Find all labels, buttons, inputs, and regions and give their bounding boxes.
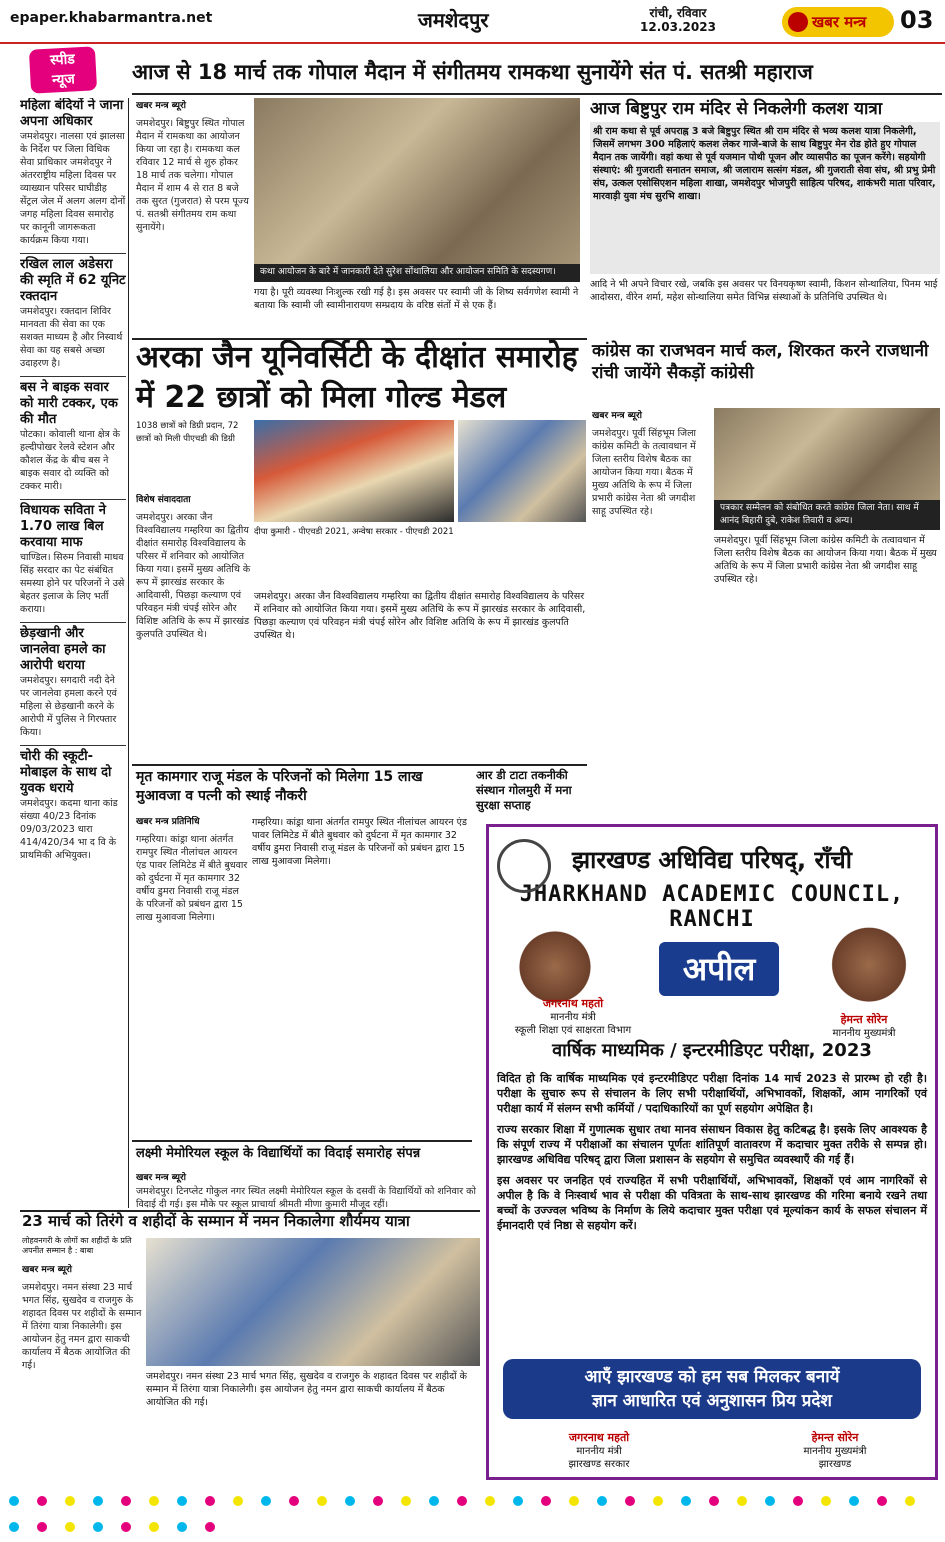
page-number: 03 (900, 6, 934, 34)
registration-dot (93, 1522, 103, 1532)
divider (128, 98, 129, 1208)
registration-dot (569, 1496, 579, 1506)
registration-dot (261, 1496, 271, 1506)
lakshmi-body: खबर मन्त्र ब्यूरो जमशेदपुर। टिनप्लेट गोकुल नगर स्थित लक्ष्मी मेमोरियल स्कूल के दसवीं के विद्यार्थियों को शनिवार को विदाई दी गई। इस मौके पर स्कूल प्राचार्या श्रीमती मीणा कुमारी मौजूद रहीं। (136, 1173, 476, 1210)
speed-news-column (20, 98, 126, 1208)
registration-dot (793, 1496, 803, 1506)
registration-dot (37, 1522, 47, 1532)
divider (132, 764, 587, 766)
page-header (0, 0, 945, 44)
shaurya-headline: 23 मार्च को तिरंगे व शहीदों के सम्मान में नमन निकालेगा शौर्यमय यात्रा (22, 1212, 410, 1230)
appeal-badge: अपील (659, 942, 779, 996)
brief-item: रखिल लाल अडेसरा की स्मृति में 62 यूनिट रक्तदान जमशेदपुर। रक्तदान शिविर मानवता की सेवा का एक सशक्त माध्यम है और निस्वार्थ सेवा का यह सबसे अच्छा उदाहरण है। (20, 253, 126, 370)
ad-body: विदित हो कि वार्षिक माध्यमिक एवं इन्टरमीडिएट परीक्षा दिनांक 14 मार्च 2023 से प्रारम्भ हो रही है। परीक्षा के सुचारु रूप से संचालन के लिए सभी परीक्षार्थियों, अभिभावकों, शिक्षकों, आम नागरिकों एवं परीक्षा कार्य में संलग्न सभी कर्मियों / पदाधिकारियों का पूर्ण सहयोग अपेक्षित है। राज्य सरकार शिक्षा में गुणात्मक सुधार तथा मानव संसाधन विकास हेतु कटिबद्ध है। इसके लिए आवश्यक है कि संपूर्ण राज्य में परीक्षाओं का संचालन पूर्णतः शांतिपूर्ण वातावरण में कदाचार मुक्त तरीके से सम्पन्न हो। झारखण्ड अधिविद्य परिषद् द्वारा जिला प्रशासन के सहयोग से समुचित व्यवस्थाएँ की गई हैं। इस अवसर पर जनहित एवं राज्यहित में सभी परीक्षार्थियों, अभिभावकों, शिक्षकों एवं आम नागरिकों से अपील है कि वे निःस्वार्थ भाव से परीक्षा की पवित्रता के साथ-साथ झारखण्ड की गरिमा बनाये रखने तथा बच्चों के उज्ज्वल भविष्य के निर्माण के लिये कदाचार मुक्त परीक्षा एवं मूल्यांकन कार्य के सफल संचालन में ईमानदारी एवं निष्ठा से सहयोग करें। (497, 1072, 927, 1232)
shaurya-photo (146, 1238, 480, 1366)
ad-footer-chief-minister: हेमन्त सोरेन माननीय मुख्यमंत्री झारखण्ड (803, 1431, 867, 1470)
registration-dot (877, 1496, 887, 1506)
brief-item: बस ने बाइक सवार को मारी टक्कर, एक की मौत पोटका। कोवाली थाना क्षेत्र के हल्दीपोखर रेलवे स्टेशन और कौशल केंद्र के बीच बस ने बाइक सवार दो व्यक्ति को टक्कर मारी। (20, 376, 126, 493)
arka-body-cont: जमशेदपुर। अरका जैन विश्वविद्यालय गम्हरिया का द्वितीय दीक्षांत समारोह विश्वविद्यालय के परिसर में शनिवार को आयोजित किया गया। इसमें मुख्य अतिथि के रूप में झारखंड सरकार के आदिवासी, पिछड़ा कल्याण एवं परिवहन मंत्री चंपई सोरेन और विशिष्ट अतिथि के रूप में झारखंड कुलपति उपस्थित थे। (254, 591, 586, 641)
speed-news-badge: स्पीड न्यूज (29, 46, 97, 93)
brief-item: विधायक सविता ने 1.70 लाख बिल करवाया माफ चाण्डिल। सिरुम निवासी माधव सिंह सरदार का पेट संबंधित समस्या होने पर परिजनों ने उसे बेहतर इलाज के लिए भर्ती कराया। (20, 499, 126, 616)
registration-dot (345, 1496, 355, 1506)
registration-dot (401, 1496, 411, 1506)
raju-headline: मृत कामगार राजू मंडल के परिजनों को मिलेगा 15 लाख मुआवजा व पत्नी को स्थाई नौकरी (136, 769, 423, 804)
registration-dot (737, 1496, 747, 1506)
raju-body: खबर मन्त्र प्रतिनिधि गम्हरिया। कांड्रा थाना अंतर्गत रामपुर स्थित नीलांचल आयरन एंड पावर लिमिटेड में बीते बुधवार को दुर्घटना में मृत कामगार 32 वर्षीय डुमरा निवासी राजू मंडल के परिजनों को प्रबंधन द्वारा 15 लाख मुआवजा मिलेगा। (136, 817, 248, 923)
brief-item: छेड़खानी और जानलेवा हमले का आरोपी धराया जमशेदपुर। सगदारी नदी देने पर जानलेवा हमला करने एवं महिला से छेड़खानी करने के आरोपी में पुलिस ने गिरफ्तार किया। (20, 622, 126, 739)
registration-dot (205, 1496, 215, 1506)
registration-dot (121, 1496, 131, 1506)
chief-minister-portrait (817, 923, 921, 1027)
registration-dot (821, 1496, 831, 1506)
registration-dot (65, 1522, 75, 1532)
arka-medalists: दीपा कुमारी - पीएचडी 2021, अन्वेषा सरकार - पीएचडी 2021 (254, 527, 454, 537)
kalash-body: श्री राम कथा से पूर्व अपराह्न 3 बजे बिष्टुपुर स्थित श्री राम मंदिर से भव्य कलश यात्रा निकलेगी, जिसमें लगभग 300 महिलाएं कलश लेकर गाजे-बाजे के साथ बिष्टुपुर मेन रोड होते हुए गोपाल मैदान तक जायेंगी। वहां कथा से पूर्व यजमान पोथी पूजन और व्यासपीठ का पूजन करेंगे। सहयोगी संस्थाएं: श्री गुजराती सनातन समाज, श्री जलाराम सत्संग मंडल, श्री गुजराती सेवा संघ, श्री प्रभु प्रेमी संघ, उत्कल एसोसिएशन महिला शाखा, जमशेदपुर भोजपुरी साहित्य परिषद, शाकंभरी माता परिवार, मारवाड़ी युवा मंच सुरभि शाखा। (590, 122, 940, 274)
registration-dot (233, 1496, 243, 1506)
ad-org-hindi: झारखण्ड अधिविद्य परिषद्, राँची (572, 846, 852, 874)
jac-advertisement (486, 824, 938, 1480)
registration-dot (9, 1496, 19, 1506)
registration-dot (149, 1496, 159, 1506)
registration-dot (905, 1496, 915, 1506)
divider (132, 1140, 472, 1142)
exam-title: वार्षिक माध्यमिक / इन्टरमीडिएट परीक्षा, 2023 (552, 1040, 872, 1061)
ramkatha-text-cont: गया है। पूरी व्यवस्था निःशुल्क रखी गई है। इस अवसर पर स्वामी जी के शिष्य सर्वगणेश स्वामी ने बताया कि स्वामी जी स्वामीनारायण सम्प्रदाय के वरिष्ठ संतों में से एक हैं। (254, 287, 579, 311)
edition-date: रांची, रविवार 12.03.2023 (640, 6, 716, 34)
congress-photo (714, 408, 940, 500)
registration-dot (121, 1522, 131, 1532)
registration-dot (681, 1496, 691, 1506)
ramkatha-text: खबर मन्त्र ब्यूरो जमशेदपुर। बिष्टुपुर स्थित गोपाल मैदान में रामकथा का आयोजन किया जा रहा है। रामकथा कल रविवार 12 मार्च से शुरु होकर 18 मार्च तक चलेगा। गोपाल मैदान में शाम 4 से रात 8 बजे तक सुरत (गुजरात) से परम पूज्य पं. सतश्री संगीतमय राम कथा सुनायेंगे। (136, 101, 249, 233)
registration-dot (93, 1496, 103, 1506)
registration-dot (625, 1496, 635, 1506)
registration-dot (513, 1496, 523, 1506)
registration-dot (317, 1496, 327, 1506)
registration-dot (541, 1496, 551, 1506)
ad-slogan: आएँ झारखण्ड को हम सब मिलकर बनायें ज्ञान आधारित एवं अनुशासन प्रिय प्रदेश (503, 1359, 921, 1419)
registration-dot (177, 1496, 187, 1506)
brief-item: महिला बंदियों ने जाना अपना अधिकार जमशेदपुर। नालसा एवं झालसा के निर्देश पर जिला विधिक सेवा प्राधिकार जमशेदपुर ने अंतरराष्ट्रीय महिला दिवस पर व्याख्यान परिसर घाघीडीह सेंट्रल जेल में अलग अलग दोनों जगह महिला दिवस समारोह पर कानूनी जागरूकता कार्यक्रम किया गया। (20, 98, 126, 246)
jac-seal-icon (497, 839, 551, 893)
brand-mark-icon (788, 12, 808, 32)
arka-photo-graduates (254, 420, 454, 522)
lakshmi-headline: लक्ष्मी मेमोरियल स्कूल के विद्यार्थियों का विदाई समारोह संपन्न (136, 1146, 421, 1161)
brand-logo: खबर मन्त्र (782, 7, 894, 37)
top-banner-headline: आज से 18 मार्च तक गोपाल मैदान में संगीतमय रामकथा सुनायेंगे संत पं. सतश्री महाराज (132, 60, 813, 84)
kalash-body-cont: आदि ने भी अपने विचार रखे, जबकि इस अवसर पर विनयकृष्ण स्वामी, किशन सोन्थालिया, पिनम भाई आदोसरा, वीरेन शर्मा, महेश सोन्थालिया समेत विभिन्न संस्थाओं के प्रतिनिधि उपस्थित थे। (590, 279, 938, 303)
photo-caption: कथा आयोजन के बारे में जानकारी देते सुरेश सोंथालिया और आयोजन समिति के सदस्यगण। (254, 264, 580, 282)
arka-photo-stage (458, 420, 586, 522)
ramkatha-photo (254, 98, 580, 264)
registration-dot (849, 1496, 859, 1506)
ad-footer-minister: जगरनाथ महतो माननीय मंत्री झारखण्ड सरकार (568, 1431, 630, 1470)
raju-body-cont: गम्हरिया। कांड्रा थाना अंतर्गत रामपुर स्थित नीलांचल आयरन एंड पावर लिमिटेड में बीते बुधवार को दुर्घटना में मृत कामगार 32 वर्षीय डुमरा निवासी राजू मंडल के परिजनों को प्रबंधन द्वारा 15 लाख मुआवजा मिलेगा। (252, 817, 467, 867)
registration-dot (429, 1496, 439, 1506)
shaurya-subhead: लोहवनगरी के लोगों का शहीदों के प्रति अपनीत सम्मान है : बाबा (22, 1236, 132, 1255)
photo-caption: पत्रकार सम्मेलन को संबोधित करते कांग्रेस जिला नेता। साथ में आनंद बिहारी दुबे, राकेश तिवारी व अन्य। (714, 500, 940, 530)
congress-headline: कांग्रेस का राजभवन मार्च कल, शिरकत करने राजधानी रांची जायेंगे सैकड़ों कांग्रेसी (592, 341, 929, 383)
minister-name: जगरनाथ महतो माननीय मंत्री स्कूली शिक्षा एवं साक्षरता विभाग (514, 997, 632, 1036)
arka-photo-note: 1038 छात्रों को डिग्री प्रदान, 72 छात्रों को मिली पीएचडी की डिग्री (136, 421, 239, 444)
registration-dot (373, 1496, 383, 1506)
site-url[interactable]: epaper.khabarmantra.net (10, 10, 213, 26)
edition-city: जमशेदपुर (418, 8, 489, 32)
registration-dot (177, 1522, 187, 1532)
registration-dot (289, 1496, 299, 1506)
ad-org-english: JHARKHAND ACADEMIC COUNCIL, RANCHI (519, 882, 905, 932)
registration-dot (709, 1496, 719, 1506)
color-registration-marks (0, 1490, 945, 1514)
registration-dot (597, 1496, 607, 1506)
brief-item: चोरी की स्कूटी-मोबाइल के साथ दो युवक धराये जमशेदपुर। कदमा थाना कांड संख्या 40/23 दिनांक 09/03/2023 धारा 414/420/34 भा द वि के प्राथमिकी अभियुक्त। (20, 745, 126, 862)
congress-body: खबर मन्त्र ब्यूरो जमशेदपुर। पूर्वी सिंहभूम जिला कांग्रेस कमिटी के तत्वावधान में जिला स्तरीय विशेष बैठक का आयोजन किया गया। बैठक में मुख्य अतिथि के रूप में जिला प्रभारी कांग्रेस नेता श्री जगदीश साहू उपस्थित रहे। (592, 411, 697, 517)
registration-dot (9, 1522, 19, 1532)
registration-dot (653, 1496, 663, 1506)
registration-dot (457, 1496, 467, 1506)
congress-body-cont: जमशेदपुर। पूर्वी सिंहभूम जिला कांग्रेस कमिटी के तत्वावधान में जिला स्तरीय विशेष बैठक का आयोजन किया गया। बैठक में मुख्य अतिथि के रूप में जिला प्रभारी कांग्रेस नेता श्री जगदीश साहू उपस्थित रहे। (714, 535, 937, 585)
registration-dot (65, 1496, 75, 1506)
registration-dot (485, 1496, 495, 1506)
registration-dot (205, 1522, 215, 1532)
kalash-headline: आज बिष्टुपुर राम मंदिर से निकलेगी कलश यात्रा (590, 99, 883, 119)
shaurya-body-cont: जमशेदपुर। नमन संस्था 23 मार्च भगत सिंह, सुखदेव व राजगुरु के शहादत दिवस पर शहीदों के सम्मान में तिरंगा यात्रा निकालेगी। इस आयोजन हेतु नमन द्वारा साकची कार्यालय में बैठक आयोजित की गई। (146, 1371, 467, 1408)
rdtata-headline: आर डी टाटा तकनीकी संस्थान गोलमुरी में मना सुरक्षा सप्ताह (476, 768, 572, 812)
arka-body: विशेष संवाददाता जमशेदपुर। अरका जैन विश्वविद्यालय गम्हरिया का द्वितीय दीक्षांत समारोह विश्वविद्यालय के परिसर में शनिवार को आयोजित किया गया। इसमें मुख्य अतिथि के रूप में झारखंड सरकार के आदिवासी, पिछड़ा कल्याण एवं परिवहन मंत्री चंपई सोरेन और विशिष्ट अतिथि के रूप में झारखंड कुलपति उपस्थित थे। (136, 495, 251, 640)
registration-dot (765, 1496, 775, 1506)
chief-minister-name: हेमन्त सोरेन माननीय मुख्यमंत्री (832, 1013, 896, 1039)
registration-dot (37, 1496, 47, 1506)
shaurya-body: खबर मन्त्र ब्यूरो जमशेदपुर। नमन संस्था 23 मार्च भगत सिंह, सुखदेव व राजगुरु के शहादत दिवस पर शहीदों के सम्मान में तिरंगा यात्रा निकालेगी। इस आयोजन हेतु नमन द्वारा साकची कार्यालय में बैठक आयोजित की गई। (22, 1265, 142, 1371)
registration-dot (149, 1522, 159, 1532)
arka-headline: अरका जैन यूनिवर्सिटी के दीक्षांत समारोह में 22 छात्रों को मिला गोल्ड मेडल (136, 340, 578, 415)
divider (132, 93, 942, 95)
